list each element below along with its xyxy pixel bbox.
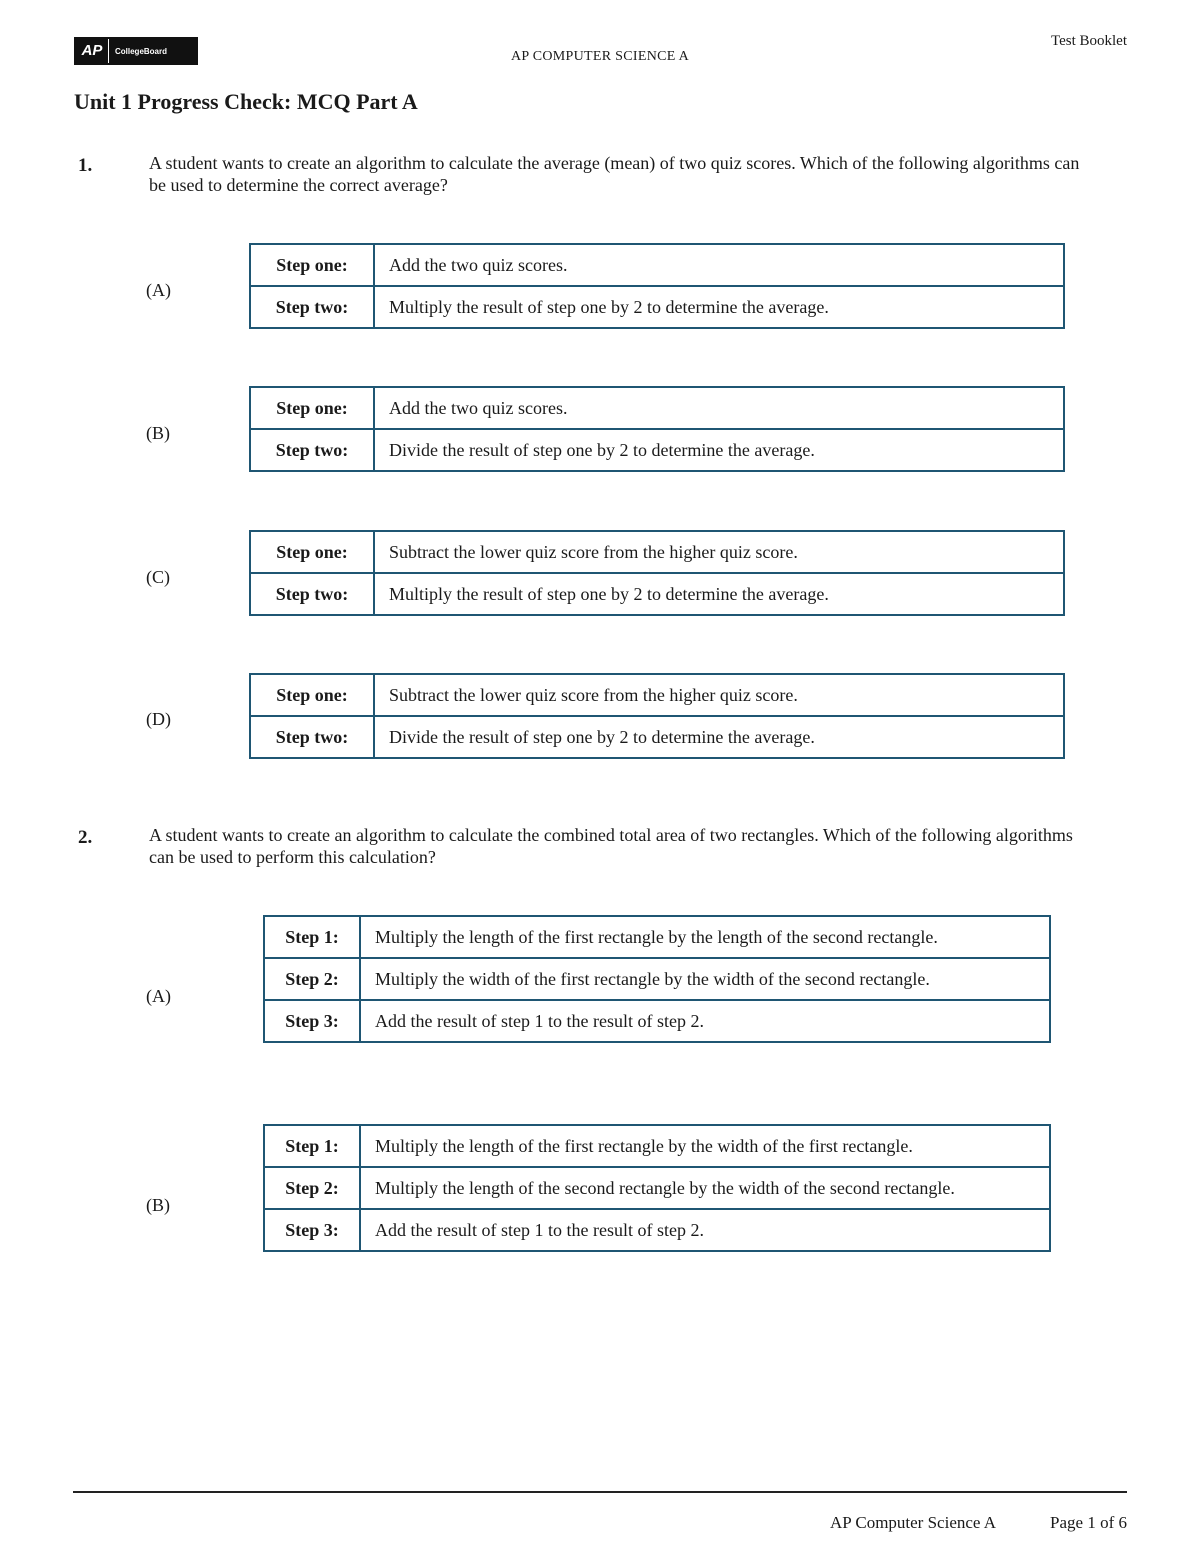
step-row — [250, 674, 1064, 716]
option-label[interactable]: (B) — [146, 1195, 170, 1215]
option-step-table — [249, 243, 1065, 329]
step-heading: Step two: — [250, 286, 374, 328]
step-heading: Step two: — [250, 429, 374, 471]
option-step-table — [249, 673, 1065, 759]
question-text: A student wants to create an algorithm to calculate the combined total area of two rectangles. Which of the following algorithms can be used to perform this calculation? — [149, 825, 1073, 867]
step-row — [250, 531, 1064, 573]
step-heading: Step 3: — [264, 1000, 360, 1042]
footer-divider — [73, 1491, 1127, 1493]
header-booklet-label: Test Booklet — [1050, 33, 1127, 49]
step-row — [264, 916, 1050, 958]
option-step-table — [249, 530, 1065, 616]
step-text: Multiply the width of the first rectangle by the width of the second rectangle. — [360, 958, 1050, 1000]
step-heading: Step one: — [250, 674, 374, 716]
step-text: Multiply the length of the first rectangle by the width of the first rectangle. — [360, 1125, 1050, 1167]
step-text: Multiply the length of the first rectangle by the length of the second rectangle. — [360, 916, 1050, 958]
step-text: Add the two quiz scores. — [374, 244, 1064, 286]
step-row — [264, 1209, 1050, 1251]
step-heading: Step 3: — [264, 1209, 360, 1251]
step-row — [264, 1125, 1050, 1167]
footer-course-name: AP Computer Science A — [830, 1513, 997, 1532]
step-row — [250, 429, 1064, 471]
step-row — [250, 286, 1064, 328]
option-label[interactable]: (C) — [146, 567, 170, 587]
step-row — [264, 1167, 1050, 1209]
step-heading: Step one: — [250, 531, 374, 573]
step-row — [250, 573, 1064, 615]
step-row — [250, 244, 1064, 286]
question-text: A student wants to create an algorithm to calculate the average (mean) of two quiz scores. Which of the following algorithms can be used to determine the correct average? — [149, 153, 1080, 195]
step-heading: Step 1: — [264, 1125, 360, 1167]
step-heading: Step 1: — [264, 916, 360, 958]
option-label[interactable]: (B) — [146, 423, 170, 443]
step-text: Divide the result of step one by 2 to determine the average. — [374, 429, 1064, 471]
step-row — [264, 958, 1050, 1000]
question-number: 2. — [78, 827, 93, 848]
step-text: Add the result of step 1 to the result of step 2. — [360, 1209, 1050, 1251]
option-label[interactable]: (A) — [146, 280, 171, 300]
step-text: Subtract the lower quiz score from the higher quiz score. — [374, 674, 1064, 716]
question-number: 1. — [78, 155, 93, 176]
step-heading: Step two: — [250, 716, 374, 758]
step-row — [250, 716, 1064, 758]
step-heading: Step 2: — [264, 1167, 360, 1209]
option-step-table — [263, 915, 1051, 1043]
step-text: Multiply the result of step one by 2 to determine the average. — [374, 286, 1064, 328]
option-step-table — [249, 386, 1065, 472]
option-label[interactable]: (D) — [146, 709, 171, 729]
step-heading: Step one: — [250, 387, 374, 429]
option-step-table — [263, 1124, 1051, 1252]
step-row — [264, 1000, 1050, 1042]
step-text: Multiply the result of step one by 2 to determine the average. — [374, 573, 1064, 615]
option-label[interactable]: (A) — [146, 986, 171, 1006]
step-text: Add the two quiz scores. — [374, 387, 1064, 429]
step-heading: Step one: — [250, 244, 374, 286]
footer-page-number: Page 1 of 6 — [1050, 1513, 1127, 1532]
step-text: Subtract the lower quiz score from the higher quiz score. — [374, 531, 1064, 573]
step-heading: Step two: — [250, 573, 374, 615]
step-heading: Step 2: — [264, 958, 360, 1000]
ap-logo-mark: AP — [76, 39, 109, 63]
step-text: Multiply the length of the second rectangle by the width of the second rectangle. — [360, 1167, 1050, 1209]
step-row — [250, 387, 1064, 429]
collegeboard-wordmark: CollegeBoard — [115, 46, 168, 56]
step-text: Divide the result of step one by 2 to determine the average. — [374, 716, 1064, 758]
page-title: Unit 1 Progress Check: MCQ Part A — [74, 89, 418, 114]
step-text: Add the result of step 1 to the result of step 2. — [360, 1000, 1050, 1042]
header-course-title: AP COMPUTER SCIENCE A — [510, 49, 690, 64]
